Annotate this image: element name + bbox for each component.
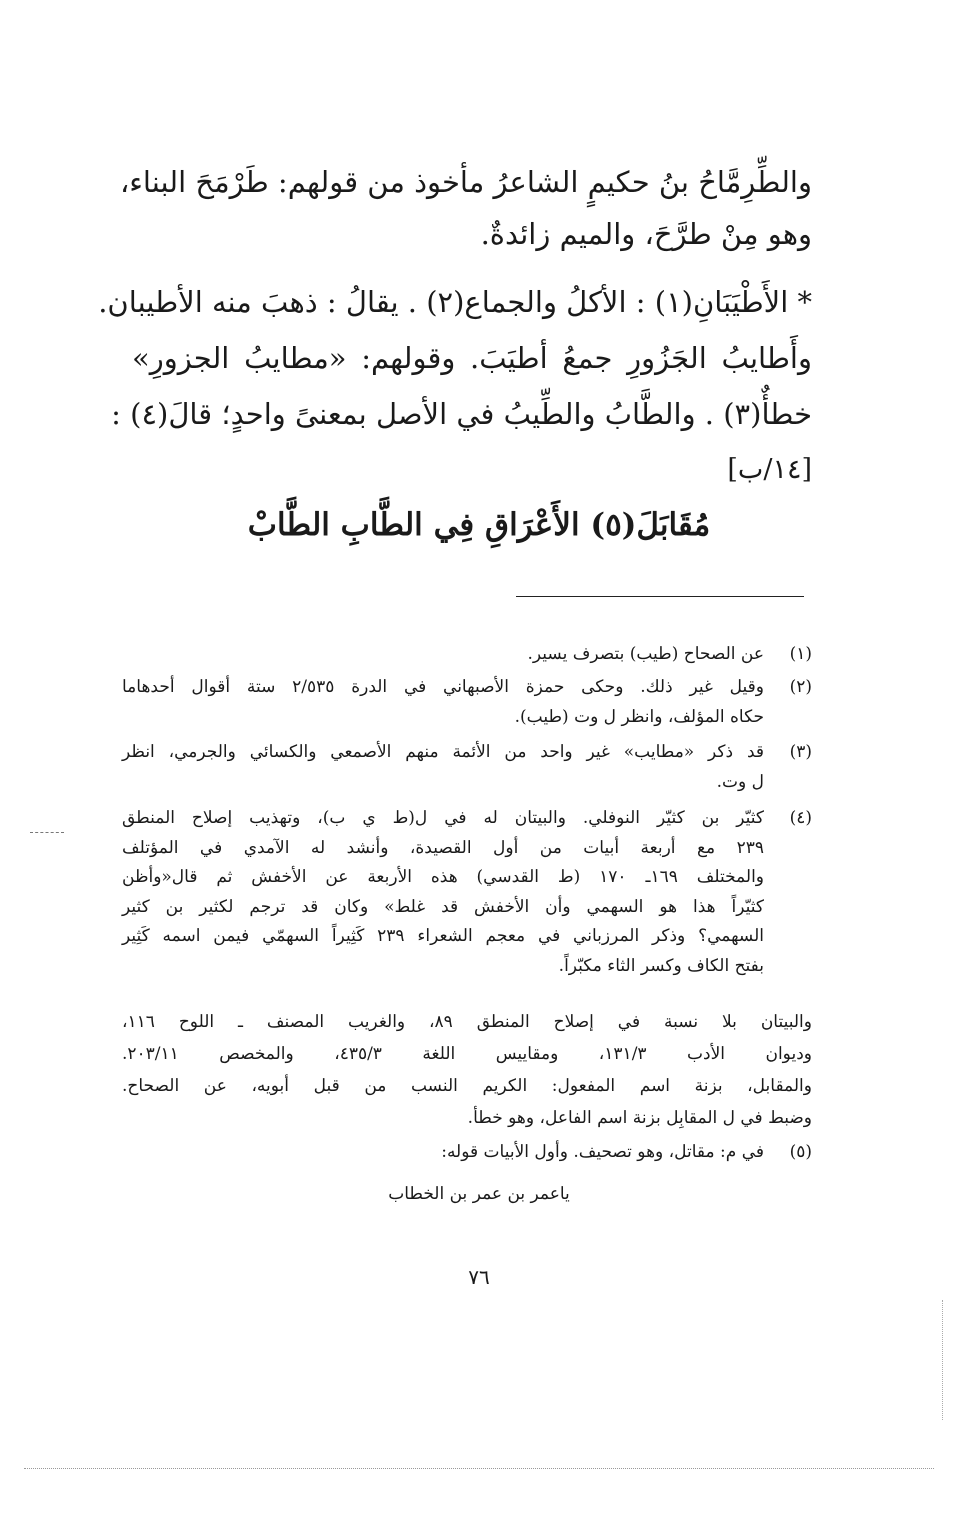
footnote-line: في م: مقاتل، وهو تصحيف. وأول الأبيات قوله: bbox=[441, 1142, 764, 1162]
footnote-body bbox=[122, 640, 764, 670]
footnote-body bbox=[122, 738, 764, 797]
footnote-continuation-line: وضبط في ل المقابِل بزنة اسم الفاعل، وهو خطأ. bbox=[467, 1108, 812, 1128]
footnote-number: (٢) bbox=[789, 677, 812, 697]
verse-fragment: ياعمر بن عمر بن الخطاب bbox=[388, 1184, 570, 1204]
margin-mark bbox=[30, 832, 64, 833]
main-text-line-2: وهو مِنْ طرَّحَ، والميم زائدةٌ. bbox=[480, 217, 812, 251]
footnote-line: وقيل غير ذلك. وحكى حمزة الأصبهاني في الدرة ٢/٥٣٥ ستة أقوال أحدهاما bbox=[122, 677, 764, 697]
main-text-line-5: خطأٌ(٣) . والطَّابُ والطِّيبُ في الأصل بمعنىً واحدٍ؛ قالَ(٤) : bbox=[111, 397, 812, 431]
footnote-body bbox=[122, 804, 764, 981]
footnote-line: السهمي؟ وذكر المرزباني في معجم الشعراء ٢٣٩ كَثِيراً السهمّي فيمن اسمه كَثِير bbox=[122, 926, 765, 946]
footnote-line: كثيّر بن كثيّر النوفلي. والبيتان له في ل(ط ي ب)، وتهذيب إصلاح المنطق bbox=[122, 808, 764, 828]
footnote-body bbox=[122, 673, 764, 732]
footnote-line: ٢٣٩ مع أربعة أبيات من أول القصيدة، وأنشد له الآمدي في المؤتلف bbox=[122, 837, 764, 858]
footnote-continuation-line: والبيتان بلا نسبة في إصلاح المنطق ٨٩، والغريب المصنف ـ اللوح ١١٦، bbox=[122, 1012, 812, 1032]
folio-marker: [١٤/ب] bbox=[727, 454, 812, 485]
footnote-line: كثيّراً هذا هو السهمي وأن الأخفش قد غلط» وكان قد ترجم لكثير بن كثير bbox=[122, 896, 764, 917]
scan-edge bbox=[24, 1468, 934, 1469]
footnote-line: حكاه المؤلف، وانظر ل وت (طيب). bbox=[514, 706, 764, 727]
footnote-number: (١) bbox=[789, 644, 812, 664]
scan-edge bbox=[942, 1300, 943, 1420]
footnote-continuation-line: والمقابل، بزنة اسم المفعول: الكريم النسب من قبل أبويه، عن الصحاح. bbox=[122, 1076, 812, 1096]
page-number: ٧٦ bbox=[468, 1265, 490, 1289]
footnote-line: قد ذكر «مطايب» غير واحد من الأئمة منهم الأصمعي والكسائي والجرمي، انظر bbox=[122, 742, 764, 762]
footnote-line: ل وت. bbox=[716, 771, 764, 792]
main-text-line-1: والطِّرِمَّاحُ بنُ حكيمٍ الشاعرُ مأخوذ من قولهم: طَرْمَحَ البناء، bbox=[119, 165, 812, 199]
footnote-number: (٤) bbox=[789, 808, 812, 828]
footnote-body bbox=[122, 1138, 764, 1168]
footnote-line: والمختلف ١٦٩ـ ١٧٠ (ط القدسي) هذه الأربعة عن الأخفش ثم قال«وأظن bbox=[122, 867, 764, 887]
footnote-continuation-line: وديوان الأدب ١٣١/٣، ومقاييس اللغة ٤٣٥/٣، والمخصص ٢٠٣/١١. bbox=[122, 1044, 812, 1064]
footnote-separator bbox=[516, 596, 804, 597]
footnote-number: (٣) bbox=[789, 742, 812, 762]
footnote-line: بفتح الكاف وكسر الثاء مكبّراً. bbox=[558, 955, 764, 976]
footnote-line: عن الصحاح (طيب) بتصرف يسير. bbox=[527, 644, 764, 664]
footnote-number: (٥) bbox=[789, 1142, 812, 1162]
verse-line: مُقَابَلَ(٥) الأَعْرَاقِ فِي الطَّابِ الطَّابْ bbox=[247, 507, 711, 543]
main-text-line-4: وأَطايبُ الجَزُورِ جمعُ أطيَبَ. وقولهم: «مطايبُ الجزورِ» bbox=[132, 341, 812, 375]
main-text-line-3: * الأَطْيَبَانِ(١) : الأكلُ والجماع(٢) . يقالُ : ذهبَ منه الأطيبان. bbox=[98, 285, 812, 319]
